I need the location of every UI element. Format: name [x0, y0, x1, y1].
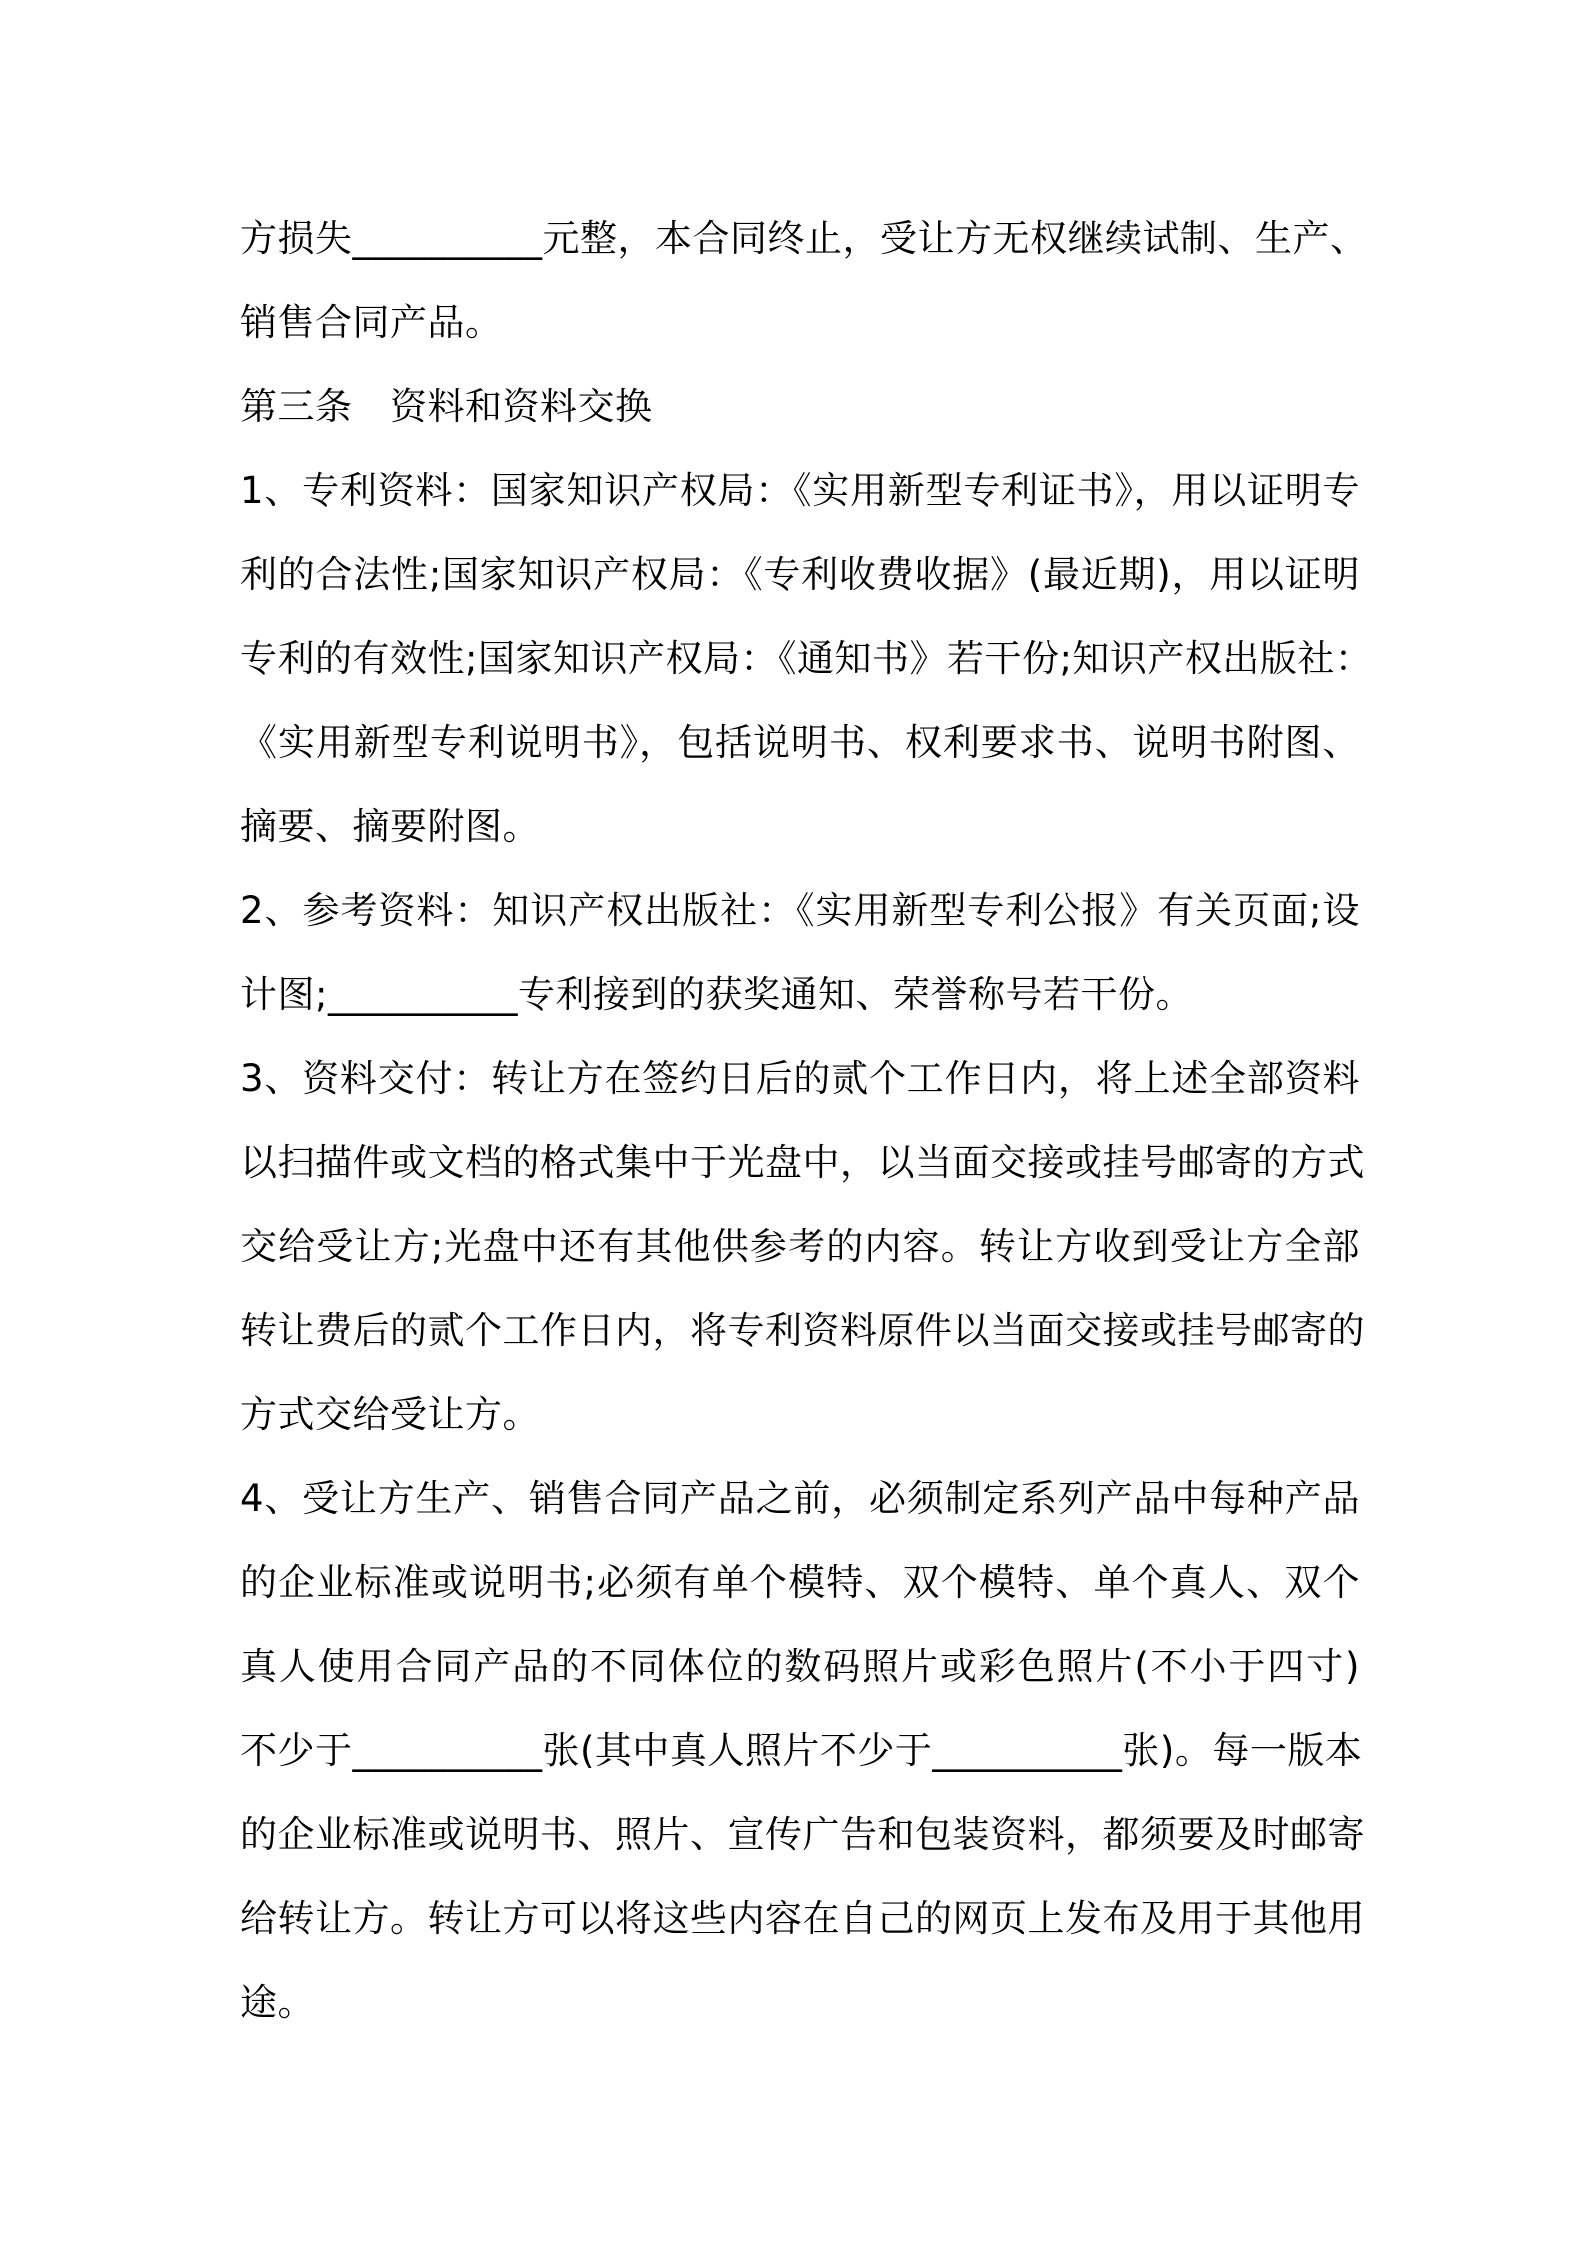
text-line: 摘要、摘要附图。: [240, 805, 540, 848]
text-line: 给转让方。转让方可以将这些内容在自己的网页上发布及用于其他用: [240, 1897, 1365, 1940]
document-body: [240, 197, 1373, 2045]
text-line: 的企业标准或说明书、照片、宣传广告和包装资料，都须要及时邮寄: [240, 1813, 1365, 1856]
text-line: 《实用新型专利说明书》，包括说明书、权利要求书、说明书附图、: [240, 721, 1360, 764]
text-line: 2、参考资料：知识产权出版社：《实用新型专利公报》有关页面;设: [240, 889, 1360, 932]
text-line: 的企业标准或说明书;必须有单个模特、双个模特、单个真人、双个: [240, 1561, 1360, 1604]
text-line: 以扫描件或文档的格式集中于光盘中，以当面交接或挂号邮寄的方式: [240, 1141, 1365, 1184]
text-line: 销售合同产品。: [240, 301, 503, 344]
text-line: 真人使用合同产品的不同体位的数码照片或彩色照片(不小于四寸): [240, 1645, 1360, 1688]
text-line: 专利的有效性;国家知识产权局：《通知书》若干份;知识产权出版社：: [240, 637, 1373, 680]
text-line: 方式交给受让方。: [240, 1393, 540, 1436]
text-line: 途。: [240, 1981, 315, 2024]
section-heading: 第三条 资料和资料交换: [240, 385, 653, 428]
text-line: 计图;__________专利接到的获奖通知、荣誉称号若干份。: [240, 973, 1193, 1016]
text-line: 方损失__________元整，本合同终止，受让方无权继续试制、生产、: [240, 217, 1368, 260]
text-line: 4、受让方生产、销售合同产品之前，必须制定系列产品中每种产品: [240, 1477, 1360, 1520]
text-line: 1、专利资料：国家知识产权局：《实用新型专利证书》，用以证明专: [240, 469, 1360, 512]
text-line: 交给受让方;光盘中还有其他供参考的内容。转让方收到受让方全部: [240, 1225, 1360, 1268]
text-line: 不少于__________张(其中真人照片不少于__________张)。每一版本: [240, 1729, 1363, 1772]
text-line: 利的合法性;国家知识产权局：《专利收费收据》(最近期)，用以证明: [240, 553, 1360, 596]
text-line: 3、资料交付：转让方在签约日后的贰个工作日内，将上述全部资料: [240, 1057, 1360, 1100]
text-line: 转让费后的贰个工作日内，将专利资料原件以当面交接或挂号邮寄的: [240, 1309, 1365, 1352]
